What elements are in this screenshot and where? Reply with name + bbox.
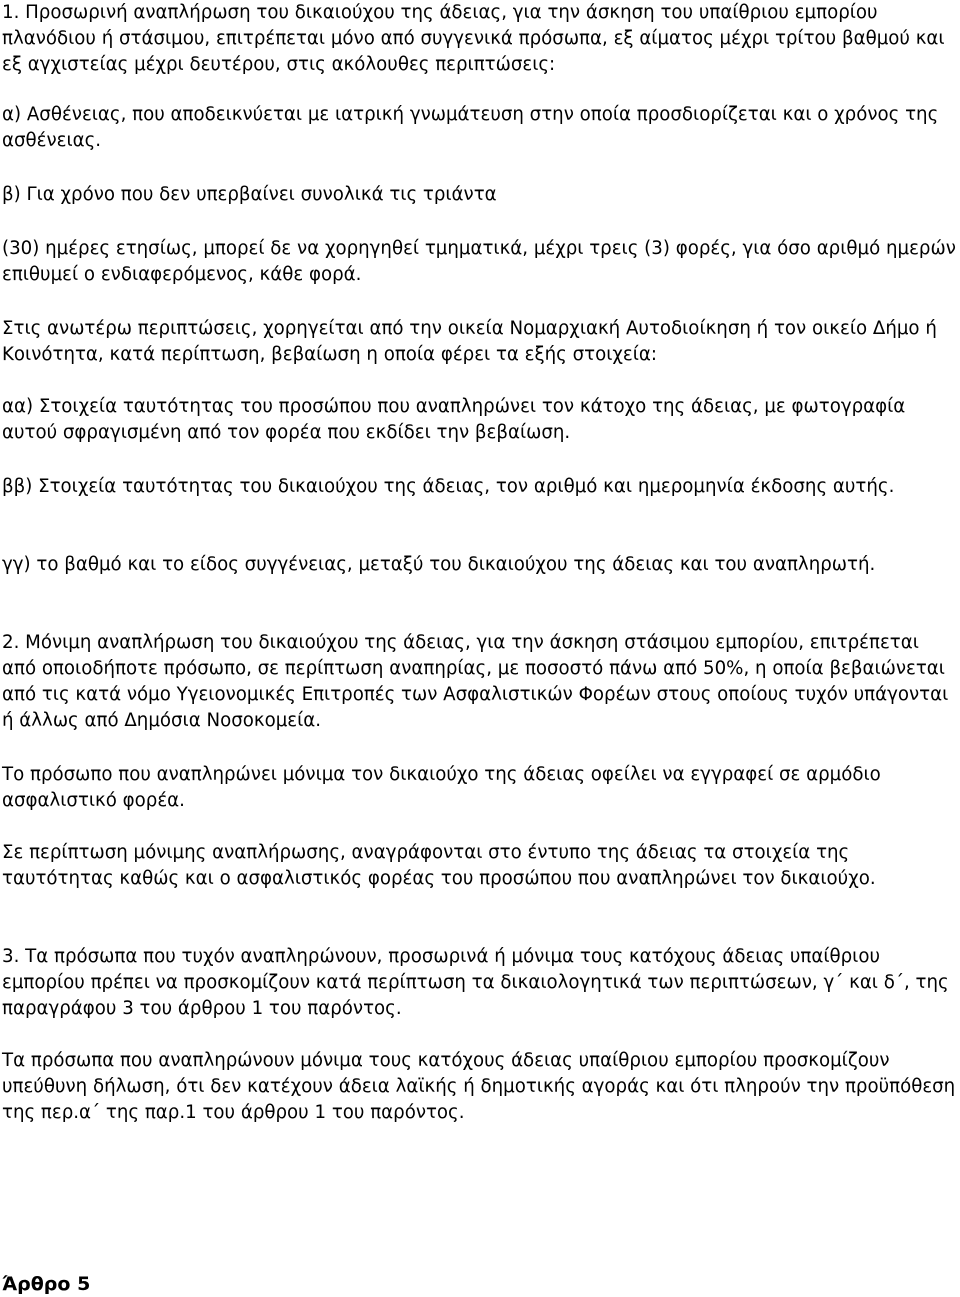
paragraph-case-b: β) Για χρόνο που δεν υπερβαίνει συνολικά τις τριάντα <box>2 184 497 205</box>
paragraph-case-b-continued: (30) ημέρες ετησίως, μπορεί δε να χορηγηθεί τμηματικά, μέχρι τρεις (3) φορές, για όσο αριθμό ημερών επιθυμεί ο ενδιαφερόμενος, κάθε φορά. <box>2 238 956 285</box>
paragraph-certificate-intro: Στις ανωτέρω περιπτώσεις, χορηγείται από την οικεία Νομαρχιακή Αυτοδιοίκηση ή τον οικείο Δήμο ή Κοινότητα, κατά περίπτωση, βεβαίωση η οποία φέρει τα εξής στοιχεία: <box>2 318 937 365</box>
paragraph-3-documents: 3. Τα πρόσωπα που τυχόν αναπληρώνουν, προσωρινά ή μόνιμα τους κατόχους άδειας υπαίθριου εμπορίου πρέπει να προσκομίζουν κατά περίπτωση τα δικαιολογητικά των περιπτώσεων, γ΄ και δ΄, της παραγράφου 3 του άρθρου 1 του παρόντος. <box>2 946 949 1019</box>
paragraph-case-a: α) Ασθένειας, που αποδεικνύεται με ιατρική γνωμάτευση στην οποία προσδιορίζεται και ο χρόνος της ασθένειας. <box>2 104 939 151</box>
paragraph-item-aa: αα) Στοιχεία ταυτότητας του προσώπου που αναπληρώνει τον κάτοχο της άδειας, με φωτογραφία αυτού σφραγισμένη από τον φορέα που εκδίδει την βεβαίωση. <box>2 396 906 443</box>
paragraph-item-bb: ββ) Στοιχεία ταυτότητας του δικαιούχου της άδειας, τον αριθμό και ημερομηνία έκδοσης αυτής. <box>2 476 895 497</box>
paragraph-insurance: Το πρόσωπο που αναπληρώνει μόνιμα τον δικαιούχο της άδειας οφείλει να εγγραφεί σε αρμόδιο ασφαλιστικό φορέα. <box>2 764 881 811</box>
paragraph-item-gg: γγ) το βαθμό και το είδος συγγένειας, μεταξύ του δικαιούχου της άδειας και του αναπληρωτή. <box>2 554 876 575</box>
paragraph-declaration: Τα πρόσωπα που αναπληρώνουν μόνιμα τους κατόχους άδειας υπαίθριου εμπορίου προσκομίζουν υπεύθυνη δήλωση, ότι δεν κατέχουν άδεια λαϊκής ή δημοτικής αγοράς και ότι πληρούν την προϋπόθεση της περ.α΄ της παρ.1 του άρθρου 1 του παρόντος. <box>2 1050 956 1123</box>
paragraph-2-permanent: 2. Μόνιμη αναπλήρωση του δικαιούχου της άδειας, για την άσκηση στάσιμου εμπορίου, επιτρέπεται από οποιοδήποτε πρόσωπο, σε περίπτωση αναπηρίας, με ποσοστό πάνω από 50%, η οποία βεβαιώνεται από τις κατά νόμο Υγειονομικές Επιτροπές των Ασφαλιστικών Φορέων στους οποίους τυχόν υπάγονται ή άλλως από Δημόσια Νοσοκομεία. <box>2 632 949 731</box>
article-heading: Άρθρο 5 <box>2 1273 91 1295</box>
paragraph-permanent-details: Σε περίπτωση μόνιμης αναπλήρωσης, αναγράφονται στο έντυπο της άδειας τα στοιχεία της ταυτότητας καθώς και ο ασφαλιστικός φορέας του προσώπου που αναπληρώνει τον δικαιούχο. <box>2 842 876 889</box>
paragraph-1-intro: 1. Προσωρινή αναπλήρωση του δικαιούχου της άδειας, για την άσκηση του υπαίθριου εμπορίου πλανόδιου ή στάσιμου, επιτρέπεται μόνο από συγγενικά πρόσωπα, εξ αίματος μέχρι τρίτου βαθμού και εξ αγχιστείας μέχρι δευτέρου, στις ακόλουθες περιπτώσεις: <box>2 2 945 75</box>
